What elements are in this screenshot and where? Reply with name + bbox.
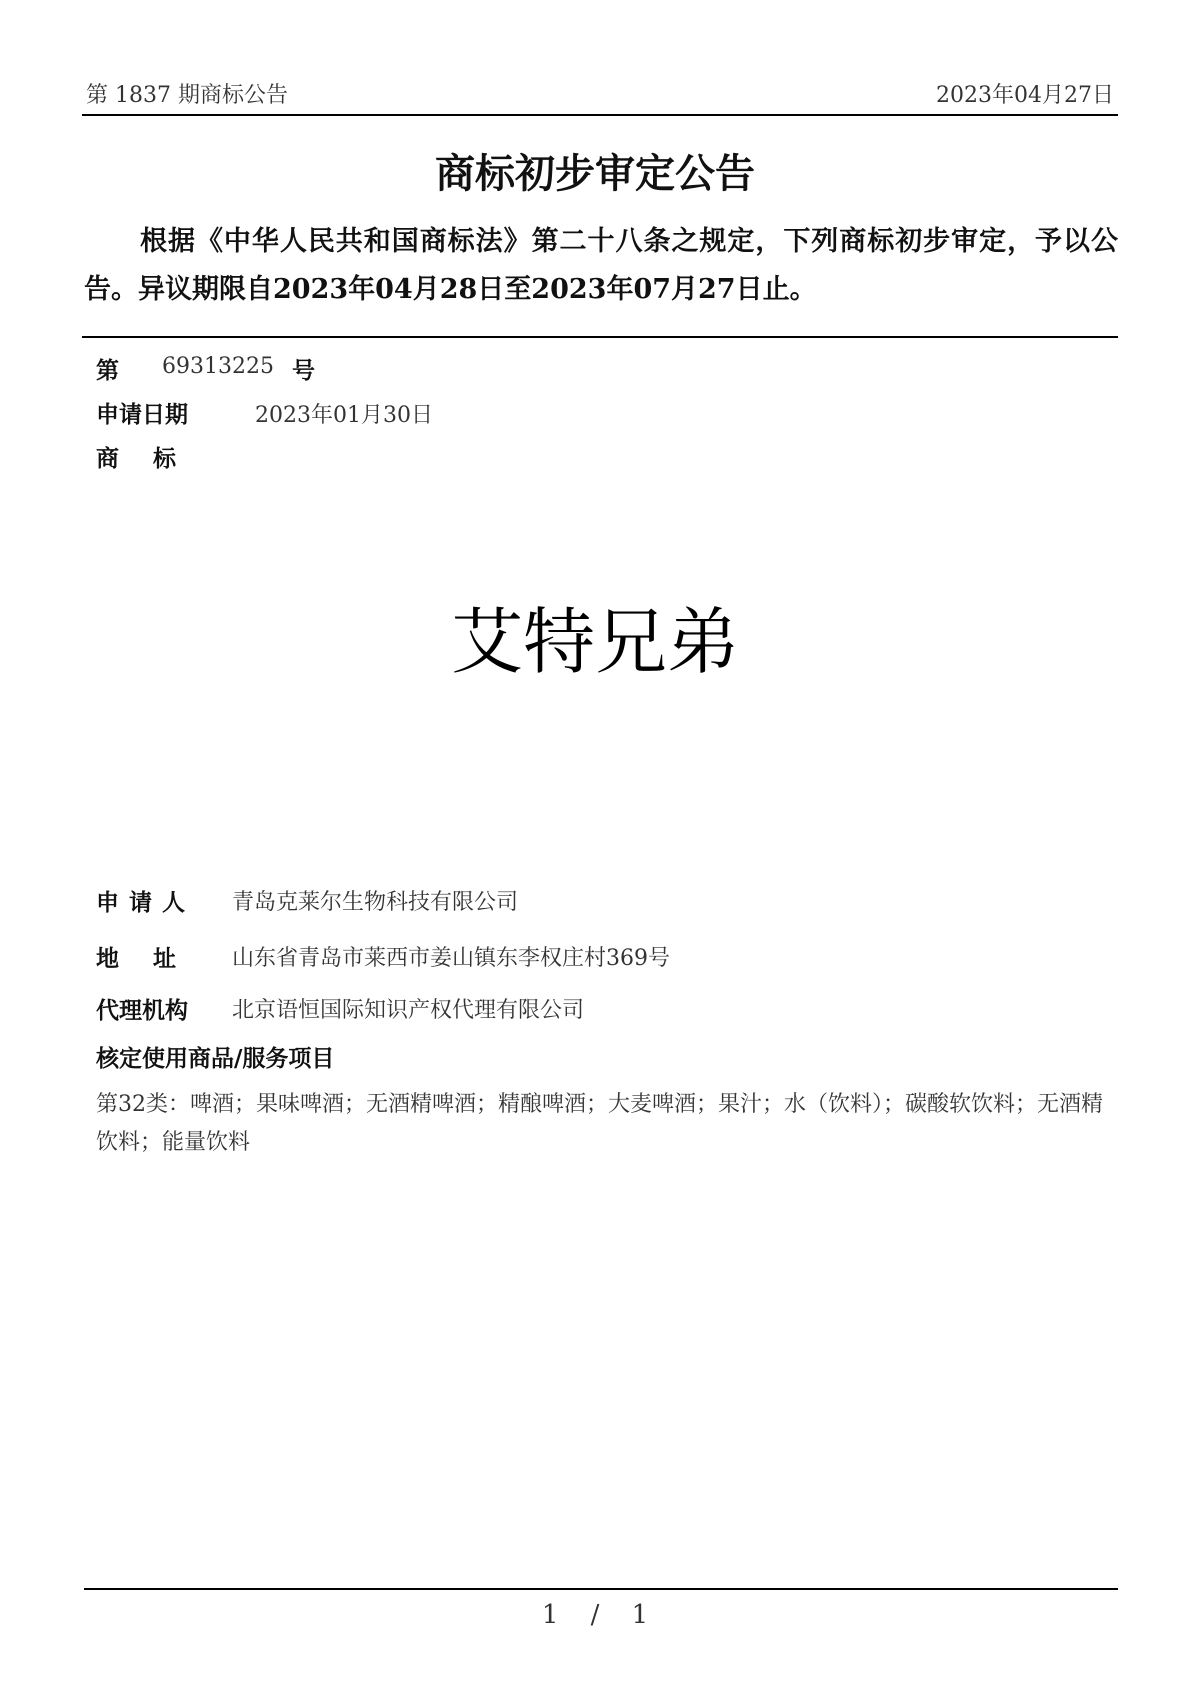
issue-date: 2023年04月27日 xyxy=(936,83,1114,108)
page-number: 1 / 1 xyxy=(541,1600,649,1630)
agent-name: 北京语恒国际知识产权代理有限公司 xyxy=(232,998,585,1023)
applicant-name: 青岛克莱尔生物科技有限公司 xyxy=(232,890,519,915)
page-title: 商标初步审定公告 xyxy=(435,150,755,197)
intro-divider xyxy=(82,336,1118,338)
address-label: 地址 xyxy=(96,945,210,972)
applicant-address: 山东省青岛市莱西市姜山镇东李权庄村369号 xyxy=(232,946,670,971)
applicant-label: 申请人 xyxy=(96,889,195,916)
header-divider xyxy=(82,114,1118,116)
trademark-label: 商标 xyxy=(96,445,210,472)
goods-services-label: 核定使用商品/服务项目 xyxy=(96,1045,335,1072)
footer-divider xyxy=(84,1588,1118,1590)
number-suffix: 号 xyxy=(292,357,315,384)
trademark-image: 艾特兄弟 xyxy=(450,600,739,684)
agent-label: 代理机构 xyxy=(96,997,188,1024)
number-label: 第 xyxy=(96,357,119,384)
intro-paragraph: 根据《中华人民共和国商标法》第二十八条之规定，下列商标初步审定，予以公告。异议期限自2023年04月28日至2023年07月27日止。 xyxy=(84,226,1118,305)
application-date-label: 申请日期 xyxy=(96,401,188,428)
registration-number: 69313225 xyxy=(162,354,274,379)
goods-services-list: 第32类：啤酒；果味啤酒；无酒精啤酒；精酿啤酒；大麦啤酒；果汁；水（饮料）；碳酸软饮料；无酒精饮料；能量饮料 xyxy=(96,1092,1103,1155)
application-date: 2023年01月30日 xyxy=(255,403,433,428)
issue-number: 第 1837 期商标公告 xyxy=(86,83,288,108)
